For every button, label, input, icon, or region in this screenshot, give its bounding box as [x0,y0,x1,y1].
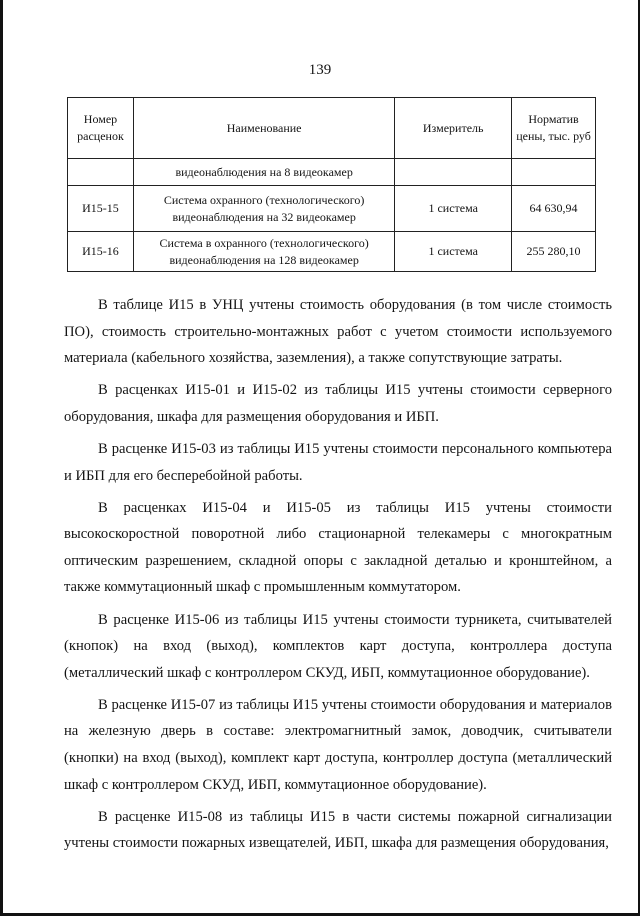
cell-unit: 1 система [395,232,512,272]
header-price: Норматив цены, тыс. руб [512,98,596,159]
header-name: Наименование [133,98,394,159]
table-row [68,186,596,232]
paragraph: В расценке И15-06 из таблицы И15 учтены стоимости турникета, считывателей (кнопок) на вход (выход), комплектов карт доступа, контроллера доступа (металлический шкаф с контроллером СКУД, ИБП, коммутационное оборудование). [64,611,612,681]
cell-code [68,159,134,186]
cell-code: И15-16 [68,232,134,272]
body-text [64,292,612,862]
cell-price: 64 630,94 [512,186,596,232]
paragraph: В расценке И15-03 из таблицы И15 учтены стоимости персонального компьютера и ИБП для его бесперебойной работы. [64,440,612,484]
cell-code: И15-15 [68,186,134,232]
price-norm-table [67,97,596,272]
header-code: Номер расценок [68,98,134,159]
paragraph: В таблице И15 в УНЦ учтены стоимость оборудования (в том числе стоимость ПО), стоимость строительно-монтажных работ с учетом стоимости используемого материала (кабельного хозяйства, заземления), а также сопутствующие затраты. [64,297,612,367]
page-number: 139 [308,62,332,78]
cell-price [512,159,596,186]
paragraph: В расценке И15-07 из таблицы И15 учтены стоимости оборудования и материалов на железную дверь в составе: электромагнитный замок, доводчик, считыватели (кнопки) на вход (выход), комплект карт доступа, контроллер доступа (металлический шкаф с контроллером СКУД, ИБП, коммутационное оборудование). [64,696,612,793]
cell-name: видеонаблюдения на 8 видеокамер [133,159,394,186]
paragraph: В расценке И15-08 из таблицы И15 в части системы пожарной сигнализации учтены стоимости пожарных извещателей, ИБП, шкафа для размещения оборудования, [64,808,612,852]
cell-price: 255 280,10 [512,232,596,272]
table-row [68,159,596,186]
header-unit: Измеритель [395,98,512,159]
paragraph: В расценках И15-01 и И15-02 из таблицы И15 учтены стоимости серверного оборудования, шкафа для размещения оборудования и ИБП. [64,382,612,425]
cell-name: Система в охранного (технологического) видеонаблюдения на 128 видеокамер [133,232,394,272]
cell-name: Система охранного (технологического) видеонаблюдения на 32 видеокамер [133,186,394,232]
table-row [68,232,596,272]
paragraph: В расценках И15-04 и И15-05 из таблицы И15 учтены стоимости высокоскоростной поворотной либо стационарной телекамеры с многократным оптическим разрешением, складной опоры с закладной деталью и кронштейном, а также коммутационный шкаф с промышленным коммутатором. [64,499,612,596]
scan-edge-left [0,0,3,916]
cell-unit [395,159,512,186]
table-header-row [68,98,596,159]
cell-unit: 1 система [395,186,512,232]
